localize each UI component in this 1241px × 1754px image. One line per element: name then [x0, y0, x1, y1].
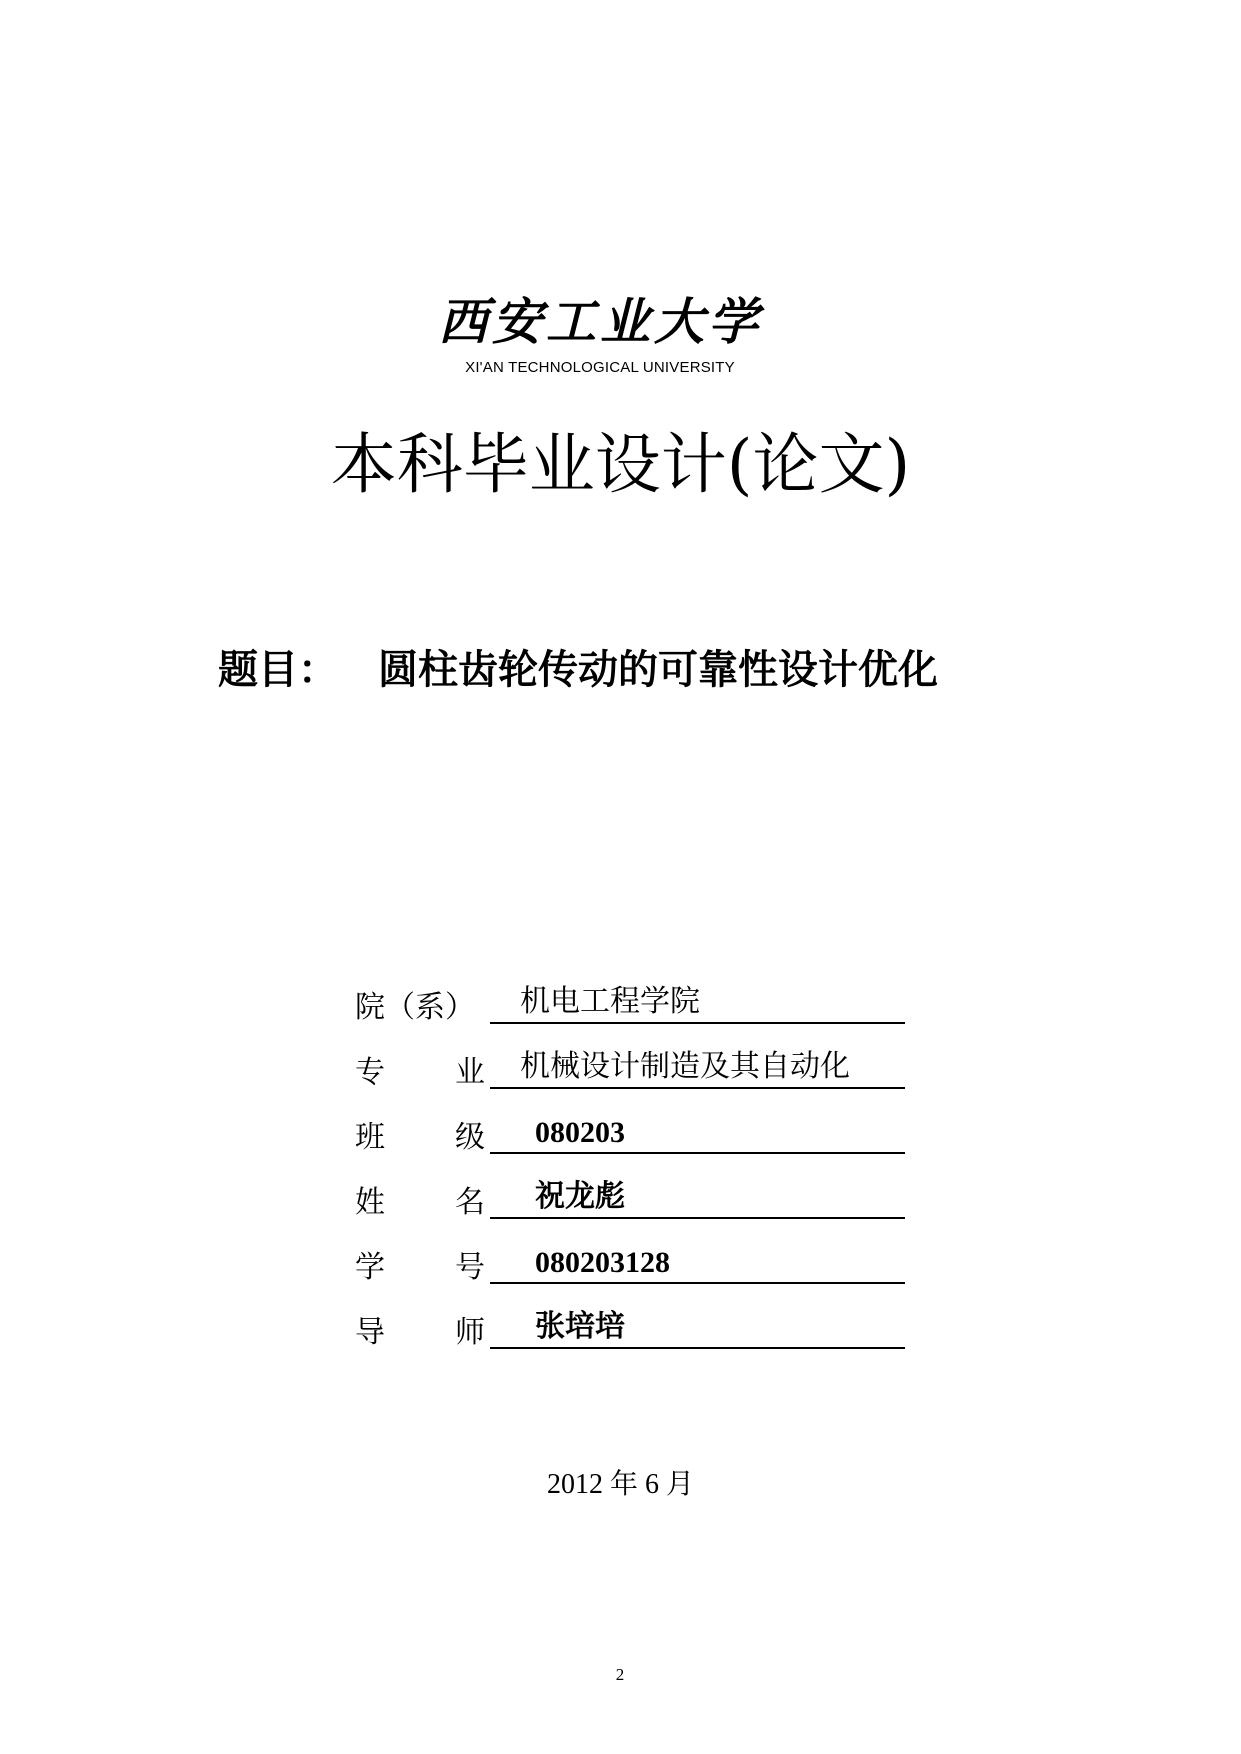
info-block [355, 970, 915, 1360]
department-label: 院（系） [355, 990, 475, 1025]
student-id-field [490, 1242, 905, 1284]
name-field [490, 1177, 905, 1219]
page-number: 2 [615, 1665, 625, 1684]
department-value: 机电工程学院 [520, 984, 700, 1019]
topic-line [218, 640, 1118, 700]
info-row-student-id [355, 1230, 915, 1295]
major-label-char-1: 专 [355, 1055, 385, 1090]
class-value: 080203 [535, 1116, 625, 1149]
student-id-value: 080203128 [535, 1246, 670, 1279]
university-logo-en: XI'AN TECHNOLOGICAL UNIVERSITY [465, 359, 735, 376]
major-value: 机械设计制造及其自动化 [520, 1049, 850, 1084]
name-label-char-2: 名 [455, 1185, 485, 1220]
date: 2012 年 6 月 [546, 1469, 694, 1500]
name-label-char-1: 姓 [355, 1185, 385, 1220]
department-field [490, 982, 905, 1024]
info-row-major [355, 1035, 915, 1100]
info-row-department [355, 970, 915, 1035]
student-id-label-char-2: 号 [455, 1250, 485, 1285]
main-title: 本科毕业设计(论文) [330, 426, 911, 503]
info-row-class [355, 1100, 915, 1165]
student-id-label-char-1: 学 [355, 1250, 385, 1285]
class-label-char-2: 级 [455, 1120, 485, 1155]
name-value: 祝龙彪 [535, 1179, 625, 1214]
advisor-value: 张培培 [535, 1309, 625, 1344]
university-logo-cn: 西安工业大学 [438, 292, 762, 351]
advisor-label-char-1: 导 [355, 1315, 385, 1350]
major-field [490, 1047, 905, 1089]
info-row-advisor [355, 1295, 915, 1360]
topic-value: 圆柱齿轮传动的可靠性设计优化 [378, 646, 938, 693]
class-label-char-1: 班 [355, 1120, 385, 1155]
major-label-char-2: 业 [455, 1055, 485, 1090]
topic-label: 题目： [218, 646, 338, 693]
info-row-name [355, 1165, 915, 1230]
advisor-label-char-2: 师 [455, 1315, 485, 1350]
class-field [490, 1112, 905, 1154]
advisor-field [490, 1307, 905, 1349]
